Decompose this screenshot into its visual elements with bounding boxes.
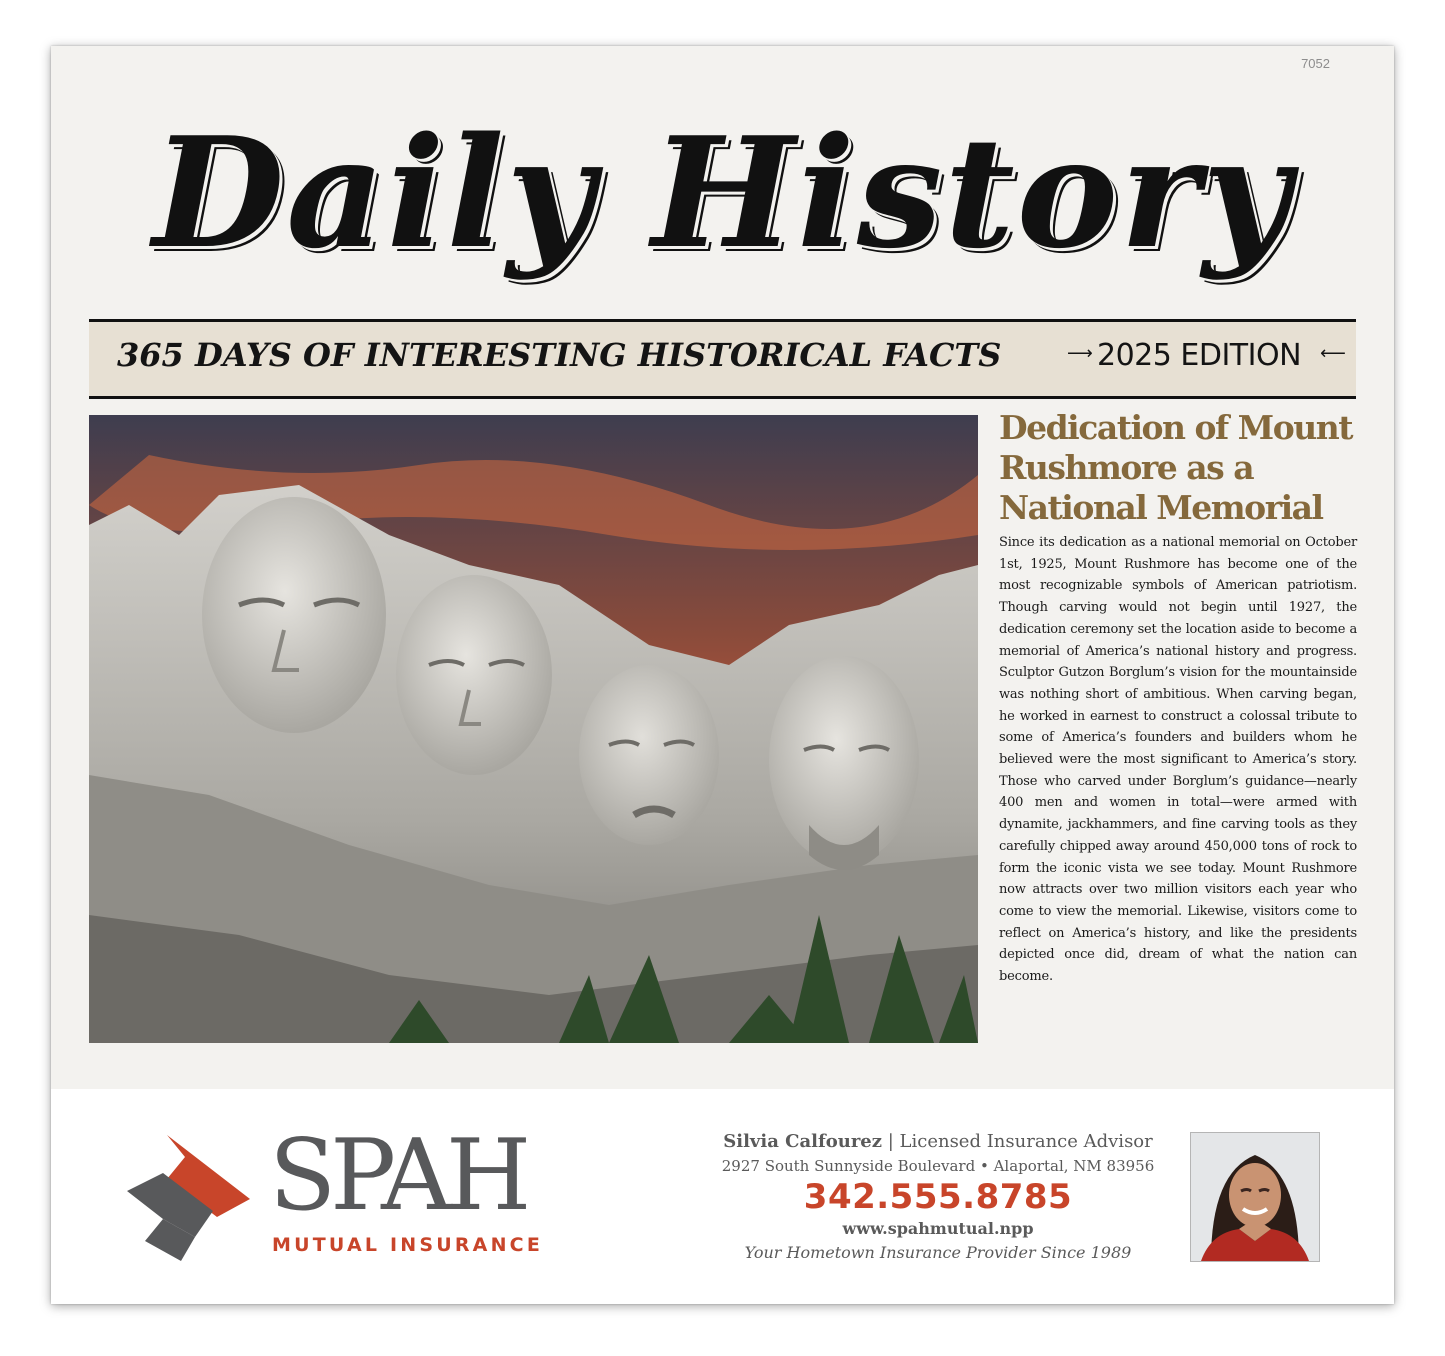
product-code: 7052 — [1301, 56, 1330, 71]
subtitle-banner — [89, 319, 1356, 399]
advisor-line — [643, 1129, 1233, 1155]
street-address: 2927 South Sunnyside Boulevard — [721, 1157, 976, 1175]
article-body: Since its dedication as a national memorial on October 1st, 1925, Mount Rushmore has become one of the most recognizable symbols of American patriotism. Though carving would not begin until 1927, the dedication ceremony set the location aside to become a memorial of America’s national history and progress. Sculptor Gutzon Borglum’s vision for the mountainside was nothing short of ambitious. When carving began, he worked in earnest to construct a colossal tribute to some of America’s founders and builders whom he believed were the most significant to America’s story. Those who carved under Borglum’s guidance—nearly 400 men and women in total—were armed with dynamite, jackhammers, and fine carving tools as they carefully chipped away around 450,000 tons of rock to form the iconic vista we see today. Mount Rushmore now attracts over two million visitors each year who come to view the memorial. Likewise, visitors come to reflect on America’s history, and like the presidents depicted once did, dream of what the nation can become. — [999, 535, 1357, 985]
arrow-right-icon: ⟶ — [1067, 343, 1093, 364]
arrow-left-icon: ⟵ — [1320, 343, 1346, 364]
banner-edition: 2025 EDITION — [1097, 338, 1302, 373]
calendar-cover — [51, 46, 1394, 1304]
banner-tagline: 365 DAYS OF INTERESTING HISTORICAL FACTS — [117, 336, 1002, 374]
advisor-title: Licensed Insurance Advisor — [899, 1131, 1153, 1152]
slogan: Your Hometown Insurance Provider Since 1989 — [744, 1243, 1132, 1262]
brand-subtitle: MUTUAL INSURANCE — [272, 1234, 544, 1256]
address-bullet: • — [979, 1157, 989, 1175]
contact-block — [643, 1129, 1233, 1265]
spah-logo-mark — [125, 1133, 257, 1263]
mount-rushmore-photo — [89, 415, 978, 1043]
masthead-title: Daily History — [152, 103, 1293, 282]
name-separator: | — [887, 1131, 894, 1152]
article-headline: Dedication of Mount Rushmore as a National Memorial — [999, 408, 1352, 527]
city-address: Alaportal, NM 83956 — [993, 1157, 1155, 1175]
sponsor-footer — [51, 1089, 1394, 1304]
advisor-name: Silvia Calfourez — [723, 1131, 882, 1152]
address-line — [643, 1155, 1233, 1177]
website: www.spahmutual.npp — [842, 1219, 1034, 1238]
brand-name: SPAH — [269, 1119, 526, 1233]
advisor-photo — [1190, 1132, 1320, 1262]
phone-number: 342.555.8785 — [803, 1177, 1073, 1217]
